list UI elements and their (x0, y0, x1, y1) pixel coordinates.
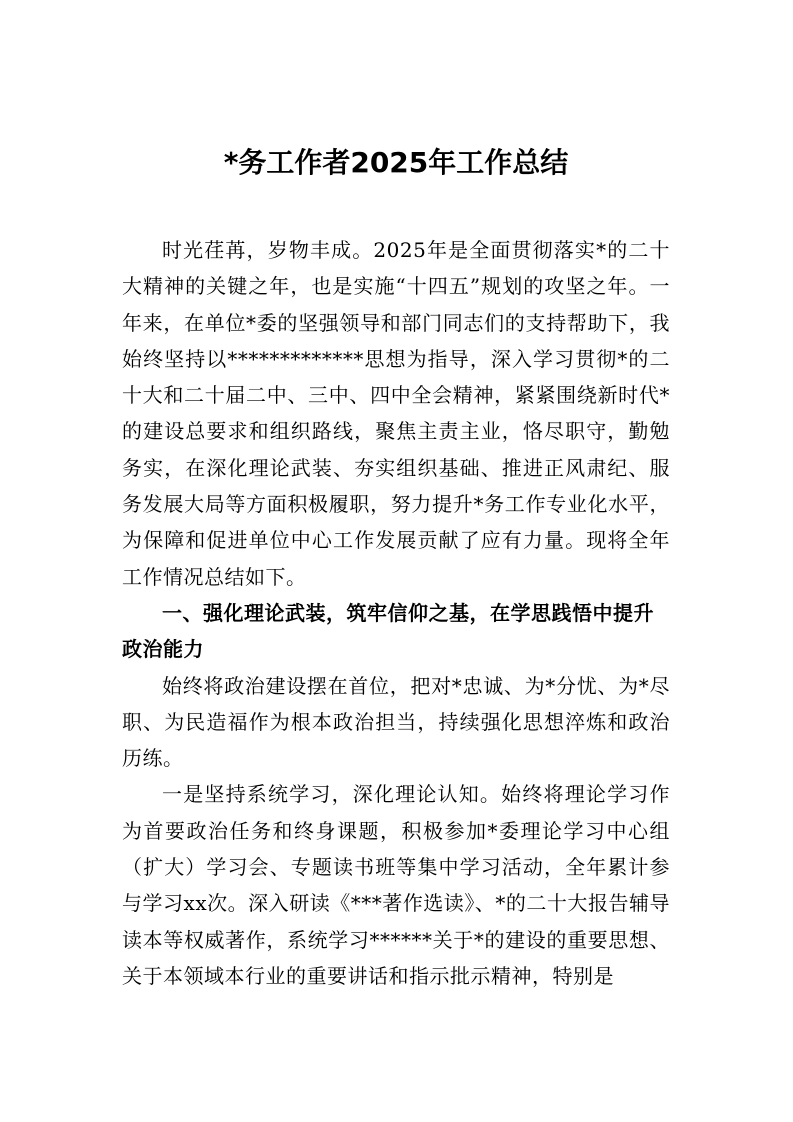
document-title: *务工作者2025年工作总结 (223, 146, 569, 179)
document-body (122, 232, 670, 994)
section-1-paragraph-1: 始终将政治建设摆在首位，把对*忠诚、为*分忧、为*尽职、为民造福作为根本政治担当，持续强化思想淬炼和政治历练。 (122, 673, 670, 771)
intro-paragraph: 时光荏苒，岁物丰成。2025年是全面贯彻落实*的二十大精神的关键之年，也是实施“十四五”规划的攻坚之年。一年来，在单位*委的坚强领导和部门同志们的支持帮助下，我始终坚持以*************思想为指导，深入学习贯彻*的二十大和二十届二中、三中、四中全会精神，紧紧围绕新时代*的建设总要求和组织路线，聚焦主责主业，恪尽职守，勤勉务实，在深化理论武装、夯实组织基础、推进正风肃纪、服务发展大局等方面积极履职，努力提升*务工作专业化水平，为保障和促进单位中心工作发展贡献了应有力量。现将全年工作情况总结如下。 (122, 238, 670, 589)
section-1-paragraph-2: 一是坚持系统学习，深化理论认知。始终将理论学习作为首要政治任务和终身课题，积极参加*委理论学习中心组（扩大）学习会、专题读书班等集中学习活动，全年累计参与学习xx次。深入研读《***著作选读》、*的二十大报告辅导读本等权威著作，系统学习******关于*的建设的重要思想、关于本领域本行业的重要讲话和指示批示精神，特别是 (122, 782, 670, 988)
section-heading-1: 一、强化理论武装，筑牢信仰之基，在学思践悟中提升政治能力 (122, 600, 654, 662)
